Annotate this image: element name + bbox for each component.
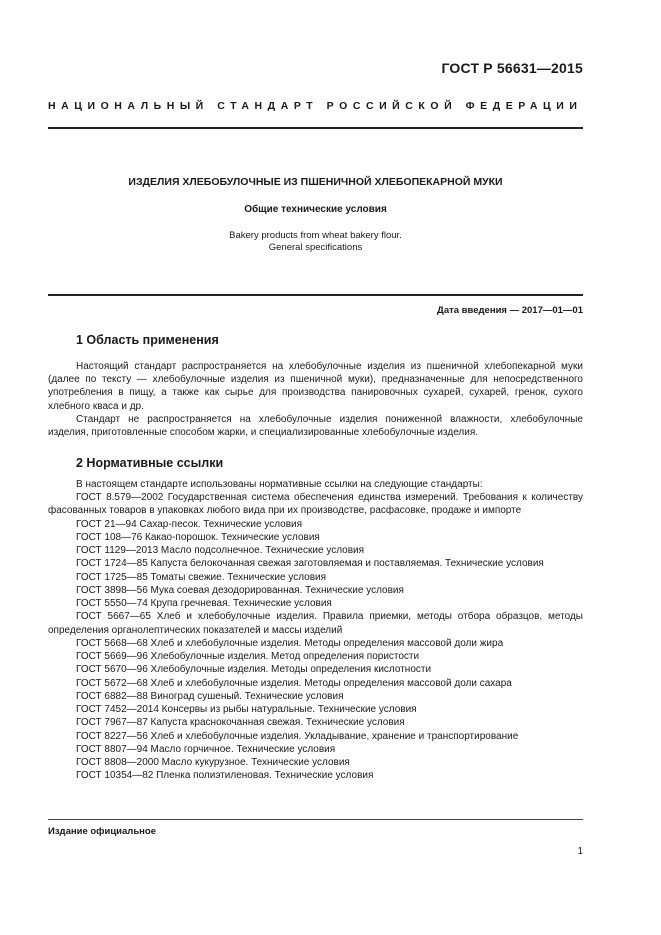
reference-item: ГОСТ 5668—68 Хлеб и хлебобулочные изделия. Методы определения массовой доли жира <box>76 637 504 649</box>
reference-item: ГОСТ 7967—87 Капуста краснокочанная свежая. Технические условия <box>76 717 405 729</box>
normative-references-list <box>48 491 583 783</box>
middle-divider <box>48 294 583 296</box>
reference-item: ГОСТ 1129—2013 Масло подсолнечное. Технические условия <box>76 545 365 556</box>
english-title-line-1: Bakery products from wheat bakery flour. <box>229 230 402 241</box>
reference-item: ГОСТ 3898—56 Мука соевая дезодорированная. Технические условия <box>76 584 404 596</box>
reference-item: ГОСТ 21—94 Сахар-песок. Технические условия <box>76 518 303 530</box>
reference-item: ГОСТ 108—76 Какао-порошок. Технические условия <box>76 531 320 543</box>
section-1-heading: 1 Область применения <box>76 333 219 347</box>
english-title-line-2: General specifications <box>268 242 363 253</box>
section-2-heading: 2 Нормативные ссылки <box>76 456 224 470</box>
reference-item: ГОСТ 1725—85 Томаты свежие. Технические условия <box>76 571 327 583</box>
reference-item: ГОСТ 5670—96 Хлебобулочные изделия. Методы определения кислотности <box>76 664 432 676</box>
reference-item: ГОСТ 6882—88 Виноград сушеный. Технические условия <box>76 690 344 702</box>
document-number: ГОСТ Р 56631—2015 <box>441 60 583 76</box>
official-edition-label: Издание официальное <box>48 826 156 837</box>
reference-item: ГОСТ 8808—2000 Масло кукурузное. Технические условия <box>76 757 350 768</box>
reference-item: ГОСТ 1724—85 Капуста белокочанная свежая заготовляемая и поставляемая. Технические условия <box>76 558 544 570</box>
reference-item: ГОСТ 10354—82 Пленка полиэтиленовая. Технические условия <box>76 770 374 782</box>
reference-item: ГОСТ 5669—96 Хлебобулочные изделия. Метод определения пористости <box>76 651 420 662</box>
top-divider <box>48 127 583 129</box>
reference-item: ГОСТ 5550—74 Крупа гречневая. Технические условия <box>76 598 332 609</box>
english-title <box>48 230 583 254</box>
section-2-intro: В настоящем стандарте использованы нормативные ссылки на следующие стандарты: <box>76 479 483 490</box>
reference-item: ГОСТ 5672—68 Хлеб и хлебобулочные изделия. Методы определения массовой доли сахара <box>76 677 512 689</box>
standard-title: ИЗДЕЛИЯ ХЛЕБОБУЛОЧНЫЕ ИЗ ПШЕНИЧНОЙ ХЛЕБОПЕКАРНОЙ МУКИ <box>128 176 503 188</box>
reference-item: ГОСТ 7452—2014 Консервы из рыбы натуральные. Технические условия <box>76 704 417 715</box>
national-standard-title: НАЦИОНАЛЬНЫЙ СТАНДАРТ РОССИЙСКОЙ ФЕДЕРАЦИИ <box>48 100 583 112</box>
reference-item: ГОСТ 8.579—2002 Государственная система обеспечения единства измерений. Требования к количеству фасованных товаров в упаковках любого вида при их производстве, расфасовке, продаже и импорте <box>48 492 583 517</box>
section-1-paragraph-2: Стандарт не распространяется на хлебобулочные изделия пониженной влажности, хлебобулочные изделия, приготовленные способом жарки, и специализированные хлебобулочные изделия. <box>48 414 583 439</box>
reference-item: ГОСТ 5667—65 Хлеб и хлебобулочные изделия. Правила приемки, методы отбора образцов, методы определения органолептических показателей и массы изделий <box>48 611 583 636</box>
reference-item: ГОСТ 8227—56 Хлеб и хлебобулочные изделия. Укладывание, хранение и транспортирование <box>76 730 519 742</box>
page-number: 1 <box>577 846 583 857</box>
section-1-paragraph-1: Настоящий стандарт распространяется на хлебобулочные изделия из пшеничной хлебопекарной муки (далее по тексту — хлебобулочные изделия из пшеничной муки), предназначенные для непосредственного употребления в пищу, а также как сырье для производства панировочных сухарей, сухарей, гренок, сухого хлебного кваса и др. <box>48 361 583 412</box>
effective-date: Дата введения — 2017—01—01 <box>437 305 583 316</box>
footer-divider <box>48 819 583 820</box>
standard-subtitle: Общие технические условия <box>244 204 387 215</box>
reference-item: ГОСТ 8807—94 Масло горчичное. Технические условия <box>76 743 336 755</box>
